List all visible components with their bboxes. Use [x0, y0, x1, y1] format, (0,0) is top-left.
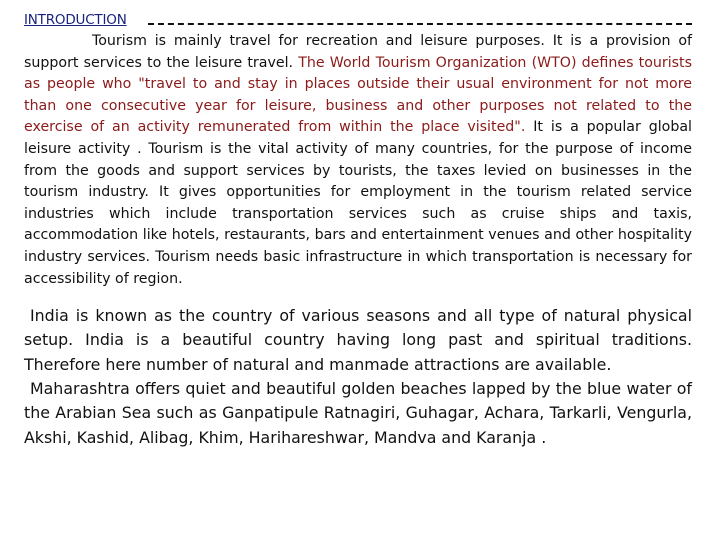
heading-row [24, 10, 692, 32]
paragraph-text: Tourism is mainly travel for recreation and leisure purposes. It is a provision of support services to the leisure travel. [24, 33, 692, 71]
section-heading: INTRODUCTION [24, 12, 127, 28]
paragraph-text: India is known as the country of various seasons and all type of natural physical setup. India is a beautiful country having long past and spiritual traditions. Therefore here number of natural and manmade attractions are available. [24, 306, 692, 374]
paragraph-text: It is a popular global leisure activity . Tourism is the vital activity of many countries, for the purpose of income from the goods and support services by tourists, the taxes levied on businesses in the tourism industry. It gives opportunities for employment in the tourism related service industries which include transportation services such as cruise ships and taxis, accommodation like hotels, restaurants, bars and entertainment venues and other hospitality industry services. Tourism needs basic infrastructure in which transportation is necessary for accessibility of region. [24, 119, 692, 287]
paragraph-tourism-definition [24, 31, 692, 290]
dashed-divider [148, 23, 692, 25]
paragraph-text: Maharashtra offers quiet and beautiful golden beaches lapped by the blue water of the Arabian Sea such as Ganpatipule Ratnagiri, Guhagar, Achara, Tarkarli, Vengurla, Akshi, Kashid, Alibag, Khim, Harihareshwar, Mandva and Karanja . [24, 379, 692, 447]
wto-definition-text: The World Tourism Organization (WTO) defines tourists as people who "travel to and stay in places outside their usual environment for not more than one consecutive year for leisure, business and other purposes not related to the exercise of an activity remunerated from within the place visited". [24, 54, 692, 136]
paragraph-india [24, 304, 692, 377]
paragraph-maharashtra [24, 377, 692, 450]
